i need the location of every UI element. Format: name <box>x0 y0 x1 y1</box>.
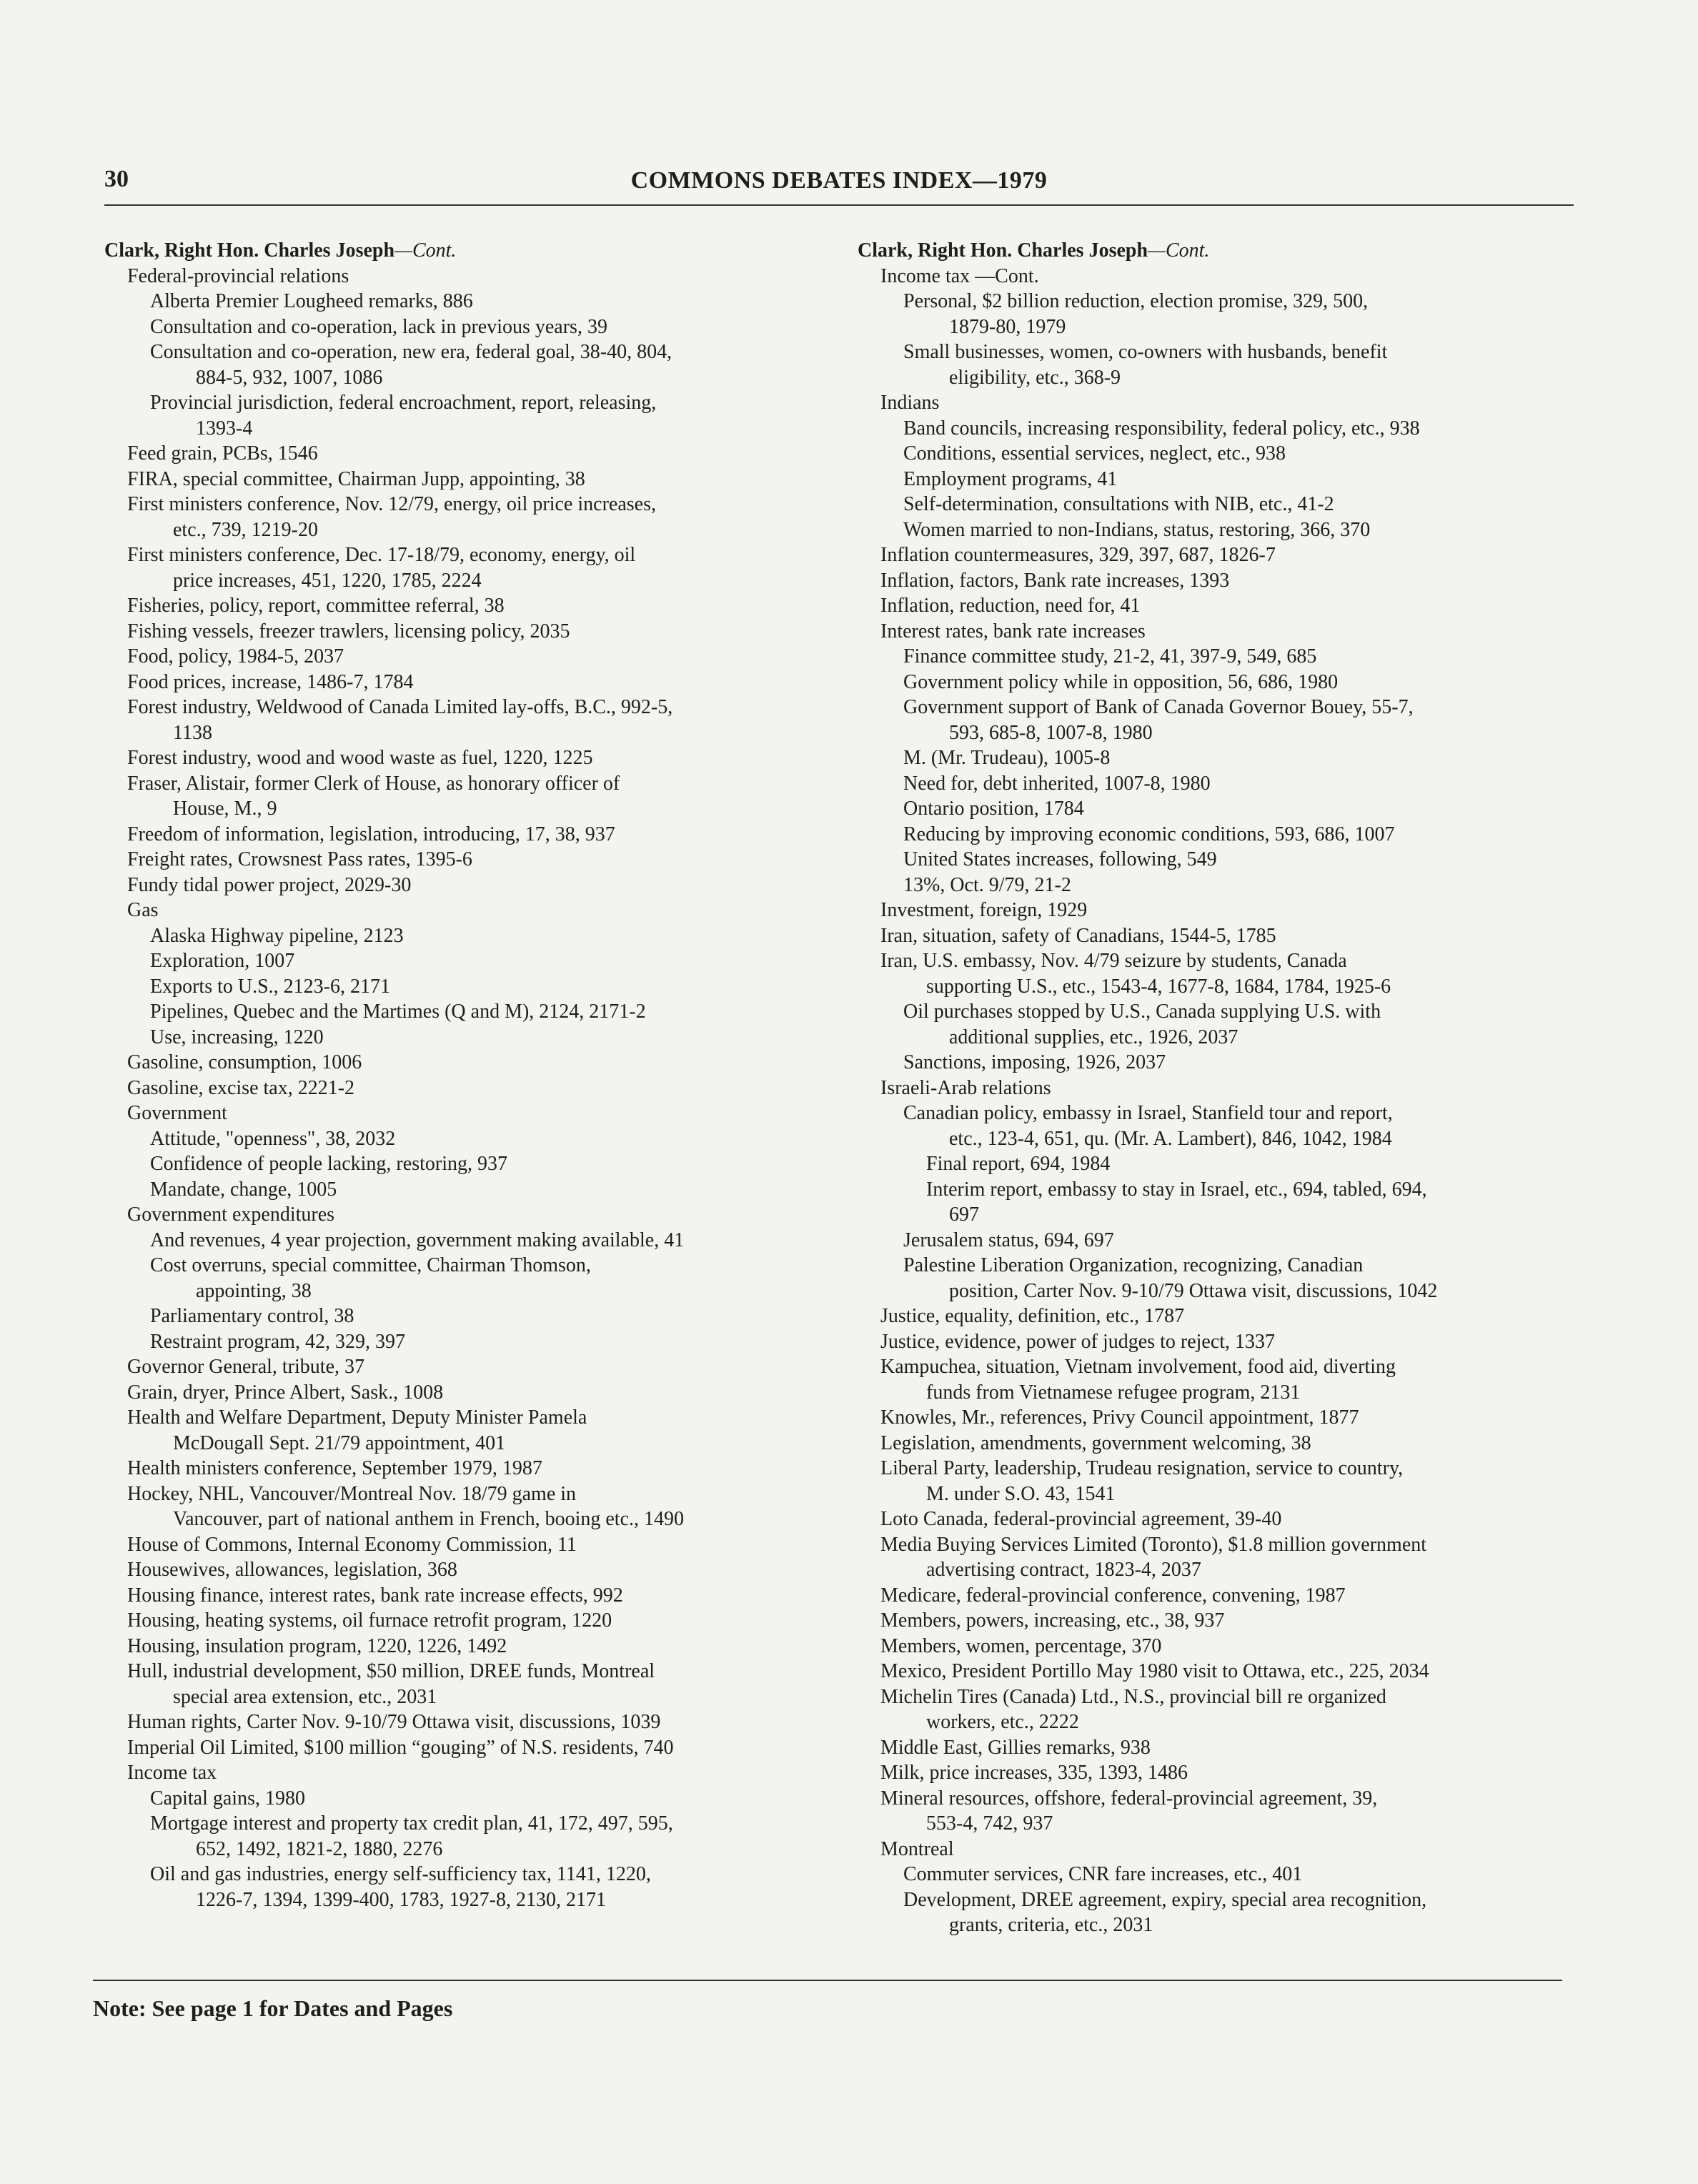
index-entry-continuation: special area extension, etc., 2031 <box>173 1685 437 1708</box>
index-entry: Use, increasing, 1220 <box>150 1026 324 1048</box>
index-entry: Alberta Premier Lougheed remarks, 886 <box>150 290 473 312</box>
index-entry: First ministers conference, Nov. 12/79, energy, oil price increases, <box>127 493 656 515</box>
index-entry-continuation: House, M., 9 <box>173 798 277 820</box>
index-entry: Ontario position, 1784 <box>903 798 1084 820</box>
index-entry: Oil purchases stopped by U.S., Canada supplying U.S. with <box>903 1001 1381 1023</box>
index-entry-continuation: 697 <box>949 1203 979 1226</box>
index-entry: Commuter services, CNR fare increases, etc., 401 <box>903 1863 1303 1885</box>
index-entry: Housewives, allowances, legislation, 368 <box>127 1559 457 1581</box>
heading-name: Clark, Right Hon. Charles Joseph <box>104 239 395 262</box>
index-entry: Kampuchea, situation, Vietnam involvement, food aid, diverting <box>880 1356 1396 1378</box>
running-title: COMMONS DEBATES INDEX—1979 <box>630 167 1048 194</box>
index-entry: Oil and gas industries, energy self-sufficiency tax, 1141, 1220, <box>150 1863 651 1885</box>
heading-name: Clark, Right Hon. Charles Joseph <box>858 239 1148 262</box>
index-entry: Exploration, 1007 <box>150 950 295 972</box>
index-entry: Personal, $2 billion reduction, election promise, 329, 500, <box>903 290 1369 312</box>
index-entry-continuation: etc., 123-4, 651, qu. (Mr. A. Lambert), 846, 1042, 1984 <box>949 1127 1392 1150</box>
index-entry: Gasoline, excise tax, 2221-2 <box>127 1076 355 1099</box>
index-entry: Band councils, increasing responsibility, federal policy, etc., 938 <box>903 417 1420 440</box>
index-entry: Inflation, reduction, need for, 41 <box>880 595 1141 617</box>
index-entry-continuation: 652, 1492, 1821-2, 1880, 2276 <box>196 1837 443 1860</box>
index-entry: Inflation countermeasures, 329, 397, 687, 1826-7 <box>880 544 1276 566</box>
index-entry: United States increases, following, 549 <box>903 848 1217 870</box>
index-entry-continuation: funds from Vietnamese refugee program, 2131 <box>926 1381 1301 1404</box>
index-entry-continuation: McDougall Sept. 21/79 appointment, 401 <box>173 1431 506 1454</box>
index-entry: Provincial jurisdiction, federal encroachment, report, releasing, <box>150 392 657 414</box>
index-heading <box>104 238 819 264</box>
index-entry-continuation: 1393-4 <box>196 417 253 440</box>
page-header <box>104 163 1574 206</box>
page-number: 30 <box>104 166 129 192</box>
index-entry: Employment programs, 41 <box>903 467 1118 490</box>
index-entry: Palestine Liberation Organization, recognizing, Canadian <box>903 1254 1364 1276</box>
left-column <box>104 238 819 1912</box>
index-entry: Human rights, Carter Nov. 9-10/79 Ottawa visit, discussions, 1039 <box>127 1711 661 1733</box>
index-entry: Finance committee study, 21-2, 41, 397-9, 549, 685 <box>903 645 1317 667</box>
footer-divider <box>93 1980 1562 1981</box>
index-entry: Grain, dryer, Prince Albert, Sask., 1008 <box>127 1381 444 1404</box>
index-entry: Small businesses, women, co-owners with husbands, benefit <box>903 341 1388 363</box>
index-entry: Medicare, federal-provincial conference, convening, 1987 <box>880 1584 1346 1607</box>
index-entry: Indians <box>880 392 940 414</box>
index-entry-continuation: supporting U.S., etc., 1543-4, 1677-8, 1684, 1784, 1925-6 <box>926 975 1391 998</box>
index-entry: M. (Mr. Trudeau), 1005-8 <box>903 747 1111 769</box>
index-entry: Cost overruns, special committee, Chairman Thomson, <box>150 1254 591 1276</box>
index-entry: Liberal Party, leadership, Trudeau resignation, service to country, <box>880 1457 1404 1479</box>
index-entry: Alaska Highway pipeline, 2123 <box>150 924 404 947</box>
index-entry: Forest industry, Weldwood of Canada Limited lay-offs, B.C., 992-5, <box>127 696 673 718</box>
index-entry: Mortgage interest and property tax credit plan, 41, 172, 497, 595, <box>150 1812 673 1835</box>
index-entry: Final report, 694, 1984 <box>926 1153 1111 1175</box>
index-entry: Hockey, NHL, Vancouver/Montreal Nov. 18/79 game in <box>127 1482 577 1505</box>
index-entry: Pipelines, Quebec and the Martimes (Q and M), 2124, 2171-2 <box>150 1001 646 1023</box>
index-entry: Loto Canada, federal-provincial agreement, 39-40 <box>880 1508 1282 1530</box>
index-heading <box>858 238 1572 264</box>
index-entry: Israeli-Arab relations <box>880 1076 1051 1099</box>
index-entry: Government expenditures <box>127 1203 335 1226</box>
index-entry: Investment, foreign, 1929 <box>880 899 1088 921</box>
index-entry: Capital gains, 1980 <box>150 1787 305 1810</box>
index-entry: 13%, Oct. 9/79, 21-2 <box>903 873 1071 896</box>
index-entry: Middle East, Gillies remarks, 938 <box>880 1736 1151 1759</box>
index-entry: Housing, heating systems, oil furnace retrofit program, 1220 <box>127 1609 612 1632</box>
index-entry: Fundy tidal power project, 2029-30 <box>127 873 412 896</box>
index-entry: Parliamentary control, 38 <box>150 1305 354 1327</box>
index-entry: Interest rates, bank rate increases <box>880 620 1146 642</box>
index-entry: Development, DREE agreement, expiry, special area recognition, <box>903 1888 1427 1911</box>
index-entry: Confidence of people lacking, restoring, 937 <box>150 1153 507 1175</box>
index-entry: Fisheries, policy, report, committee referral, 38 <box>127 595 505 617</box>
index-entry: Canadian policy, embassy in Israel, Stanfield tour and report, <box>903 1102 1393 1124</box>
index-entry: Gas <box>127 899 159 921</box>
index-entry: Hull, industrial development, $50 million, DREE funds, Montreal <box>127 1660 655 1682</box>
index-entry: Interim report, embassy to stay in Israel, etc., 694, tabled, 694, <box>926 1178 1427 1201</box>
index-entry-continuation: 553-4, 742, 937 <box>926 1812 1053 1835</box>
index-entry: Need for, debt inherited, 1007-8, 1980 <box>903 772 1211 795</box>
index-entry: Members, women, percentage, 370 <box>880 1634 1162 1657</box>
heading-cont: —Cont. <box>1148 239 1210 262</box>
index-entry: Reducing by improving economic conditions, 593, 686, 1007 <box>903 823 1395 845</box>
index-entry: Health ministers conference, September 1979, 1987 <box>127 1457 542 1479</box>
index-entry-continuation: Vancouver, part of national anthem in French, booing etc., 1490 <box>173 1508 685 1530</box>
index-entry-continuation: etc., 739, 1219-20 <box>173 518 318 541</box>
index-entry-continuation: M. under S.O. 43, 1541 <box>926 1482 1116 1505</box>
index-entry-continuation: appointing, 38 <box>196 1279 312 1302</box>
index-entry: Fishing vessels, freezer trawlers, licensing policy, 2035 <box>127 620 570 642</box>
index-entry-continuation: 1879-80, 1979 <box>949 315 1066 338</box>
index-entry: Health and Welfare Department, Deputy Minister Pamela <box>127 1406 587 1429</box>
index-entry: Government policy while in opposition, 56, 686, 1980 <box>903 670 1339 693</box>
index-entry: Michelin Tires (Canada) Ltd., N.S., provincial bill re organized <box>880 1685 1386 1708</box>
index-entry: First ministers conference, Dec. 17-18/79, economy, energy, oil <box>127 544 636 566</box>
index-entry: Justice, evidence, power of judges to reject, 1337 <box>880 1330 1276 1353</box>
index-entry: Self-determination, consultations with NIB, etc., 41-2 <box>903 493 1334 515</box>
right-column <box>858 238 1572 1938</box>
right-entries <box>858 264 1572 1938</box>
index-entry: Government <box>127 1102 227 1124</box>
index-entry: Legislation, amendments, government welcoming, 38 <box>880 1431 1311 1454</box>
index-entry: Forest industry, wood and wood waste as fuel, 1220, 1225 <box>127 747 593 769</box>
index-entry: Fraser, Alistair, former Clerk of House, as honorary officer of <box>127 772 620 795</box>
index-entry-continuation: price increases, 451, 1220, 1785, 2224 <box>173 569 482 592</box>
index-entry: Income tax —Cont. <box>880 264 1039 287</box>
index-entry: Consultation and co-operation, new era, federal goal, 38-40, 804, <box>150 341 672 363</box>
index-entry: Mexico, President Portillo May 1980 visit to Ottawa, etc., 225, 2034 <box>880 1660 1429 1682</box>
index-entry: And revenues, 4 year projection, government making available, 41 <box>150 1228 685 1251</box>
index-entry: Montreal <box>880 1837 954 1860</box>
index-entry-continuation: 884-5, 932, 1007, 1086 <box>196 366 383 389</box>
index-entry: Housing, insulation program, 1220, 1226, 1492 <box>127 1634 507 1657</box>
index-entry: Exports to U.S., 2123-6, 2171 <box>150 975 390 998</box>
index-entry: Members, powers, increasing, etc., 38, 937 <box>880 1609 1225 1632</box>
index-entry: Food prices, increase, 1486-7, 1784 <box>127 670 414 693</box>
index-entry-continuation: workers, etc., 2222 <box>926 1711 1079 1733</box>
index-entry-continuation: eligibility, etc., 368-9 <box>949 366 1121 389</box>
index-entry: Women married to non-Indians, status, restoring, 366, 370 <box>903 518 1371 541</box>
index-entry: Federal-provincial relations <box>127 264 349 287</box>
index-entry: Iran, situation, safety of Canadians, 1544-5, 1785 <box>880 924 1276 947</box>
index-entry: Iran, U.S. embassy, Nov. 4/79 seizure by students, Canada <box>880 950 1347 972</box>
index-entry-continuation: additional supplies, etc., 1926, 2037 <box>949 1026 1238 1048</box>
index-entry: Inflation, factors, Bank rate increases, 1393 <box>880 569 1230 592</box>
index-entry: Freedom of information, legislation, introducing, 17, 38, 937 <box>127 823 615 845</box>
index-entry: Food, policy, 1984-5, 2037 <box>127 645 344 667</box>
index-entry: Restraint program, 42, 329, 397 <box>150 1330 405 1353</box>
index-entry: Justice, equality, definition, etc., 1787 <box>880 1305 1185 1327</box>
index-entry: Jerusalem status, 694, 697 <box>903 1228 1114 1251</box>
index-entry: FIRA, special committee, Chairman Jupp, appointing, 38 <box>127 467 585 490</box>
index-entry-continuation: 1138 <box>173 721 212 744</box>
index-entry-continuation: 1226-7, 1394, 1399-400, 1783, 1927-8, 2130, 2171 <box>196 1888 606 1911</box>
heading-cont: —Cont. <box>394 239 457 262</box>
index-entry: Sanctions, imposing, 1926, 2037 <box>903 1051 1166 1073</box>
index-entry: Attitude, "openness", 38, 2032 <box>150 1127 396 1150</box>
index-entry-continuation: position, Carter Nov. 9-10/79 Ottawa visit, discussions, 1042 <box>949 1279 1438 1302</box>
footer-note: Note: See page 1 for Dates and Pages <box>93 1995 453 2021</box>
index-entry: Gasoline, consumption, 1006 <box>127 1051 362 1073</box>
index-entry-continuation: 593, 685-8, 1007-8, 1980 <box>949 721 1153 744</box>
index-entry: Feed grain, PCBs, 1546 <box>127 442 318 465</box>
left-entries <box>104 264 819 1913</box>
index-entry: Media Buying Services Limited (Toronto), $1.8 million government <box>880 1533 1427 1556</box>
index-entry: Knowles, Mr., references, Privy Council appointment, 1877 <box>880 1406 1359 1429</box>
index-entry: Conditions, essential services, neglect, etc., 938 <box>903 442 1286 465</box>
index-entry: Imperial Oil Limited, $100 million “gouging” of N.S. residents, 740 <box>127 1736 674 1759</box>
index-entry: House of Commons, Internal Economy Commission, 11 <box>127 1533 577 1556</box>
index-entry: Income tax <box>127 1762 217 1784</box>
index-entry: Milk, price increases, 335, 1393, 1486 <box>880 1762 1188 1784</box>
index-entry-continuation: advertising contract, 1823-4, 2037 <box>926 1559 1201 1581</box>
index-entry: Government support of Bank of Canada Governor Bouey, 55-7, <box>903 696 1414 718</box>
index-entry: Freight rates, Crowsnest Pass rates, 1395-6 <box>127 848 472 870</box>
index-entry: Mandate, change, 1005 <box>150 1178 337 1201</box>
index-entry: Governor General, tribute, 37 <box>127 1356 364 1378</box>
index-entry-continuation: grants, criteria, etc., 2031 <box>949 1914 1153 1936</box>
index-entry: Housing finance, interest rates, bank rate increase effects, 992 <box>127 1584 623 1607</box>
index-entry: Mineral resources, offshore, federal-provincial agreement, 39, <box>880 1787 1378 1810</box>
index-entry: Consultation and co-operation, lack in previous years, 39 <box>150 315 607 338</box>
